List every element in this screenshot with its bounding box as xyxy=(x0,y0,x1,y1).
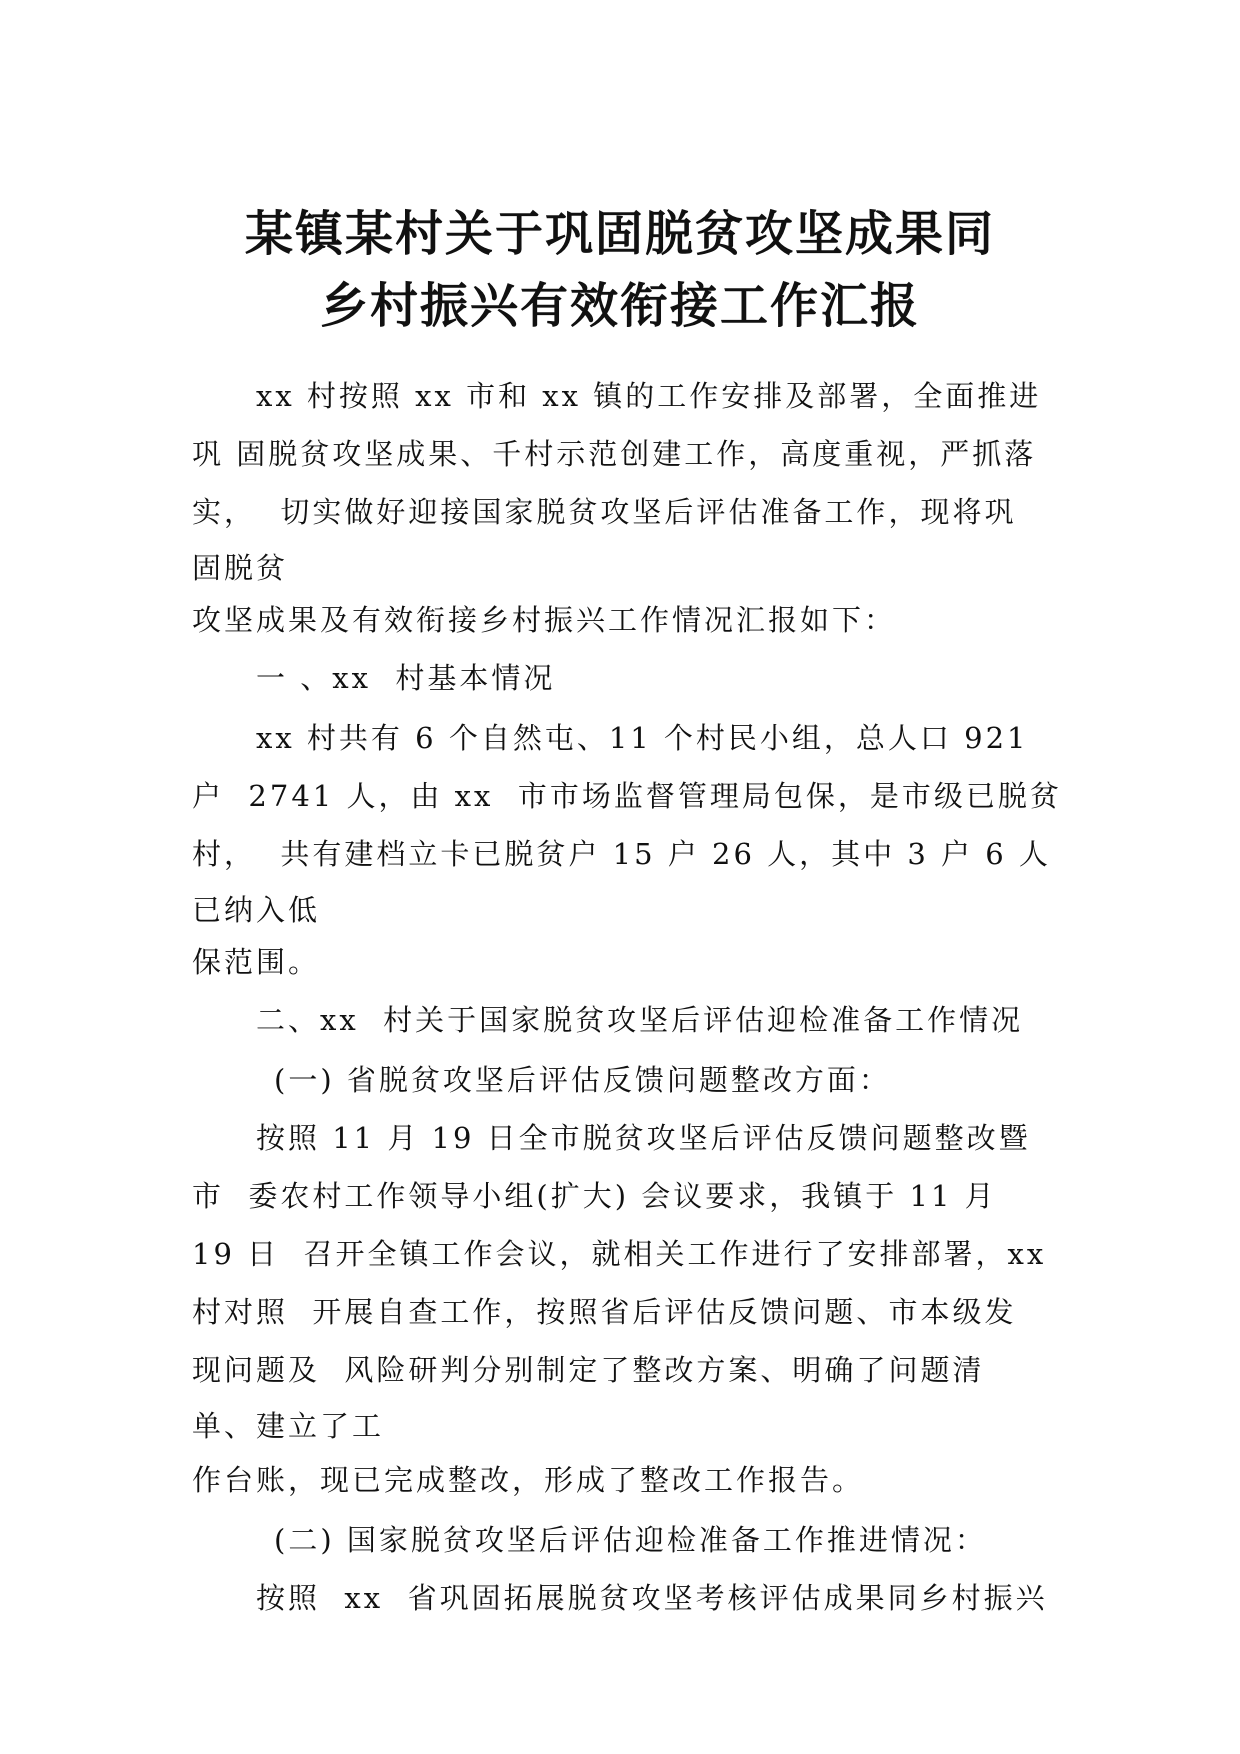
paragraph-line: 现问题及 风险研判分别制定了整改方案、明确了问题清 xyxy=(192,1353,985,1387)
paragraph-line: 保范围。 xyxy=(192,945,321,979)
paragraph-line: 已纳入低 xyxy=(192,893,321,927)
paragraph-line: 实， 切实做好迎接国家脱贫攻坚后评估准备工作，现将巩 xyxy=(192,495,1017,529)
paragraph-line: 攻坚成果及有效衔接乡村振兴工作情况汇报如下： xyxy=(192,603,897,637)
paragraph-line: 19 日 召开全镇工作会议，就相关工作进行了安排部署，xx xyxy=(192,1237,1047,1271)
section-heading: 二、xx 村关于国家脱贫攻坚后评估迎检准备工作情况 xyxy=(256,1003,1024,1037)
paragraph-line: 单、建立了工 xyxy=(192,1409,385,1443)
paragraph-line: 固脱贫 xyxy=(192,551,289,585)
paragraph-line: xx 村按照 xx 市和 xx 镇的工作安排及部署，全面推进 xyxy=(256,379,1042,413)
paragraph-line: 村， 共有建档立卡已脱贫户 15 户 26 人，其中 3 户 6 人 xyxy=(192,837,1051,871)
paragraph-line: 作台账，现已完成整改，形成了整改工作报告。 xyxy=(192,1463,865,1497)
paragraph-line: 巩 固脱贫攻坚成果、千村示范创建工作，高度重视，严抓落 xyxy=(192,437,1037,471)
subsection-heading: (一) 省脱贫攻坚后评估反馈问题整改方面： xyxy=(274,1063,891,1097)
document-title-line-2: 乡村振兴有效衔接工作汇报 xyxy=(319,278,920,334)
paragraph-line: 户 2741 人，由 xx 市市场监督管理局包保，是市级已脱贫 xyxy=(192,779,1062,813)
paragraph-line: 市 委农村工作领导小组(扩大) 会议要求，我镇于 11 月 xyxy=(192,1179,997,1213)
paragraph-line: 按照 11 月 19 日全市脱贫攻坚后评估反馈问题整改暨 xyxy=(256,1121,1031,1155)
paragraph-line: xx 村共有 6 个自然屯、11 个村民小组，总人口 921 xyxy=(256,721,1029,755)
subsection-heading: (二) 国家脱贫攻坚后评估迎检准备工作推进情况： xyxy=(274,1523,987,1557)
document-title-line-1: 某镇某村关于巩固脱贫攻坚成果同 xyxy=(244,206,995,262)
paragraph-line: 村对照 开展自查工作，按照省后评估反馈问题、市本级发 xyxy=(192,1295,1017,1329)
section-heading: 一 、xx 村基本情况 xyxy=(256,661,556,695)
paragraph-line: 按照 xx 省巩固拓展脱贫攻坚考核评估成果同乡村振兴 xyxy=(256,1581,1048,1615)
